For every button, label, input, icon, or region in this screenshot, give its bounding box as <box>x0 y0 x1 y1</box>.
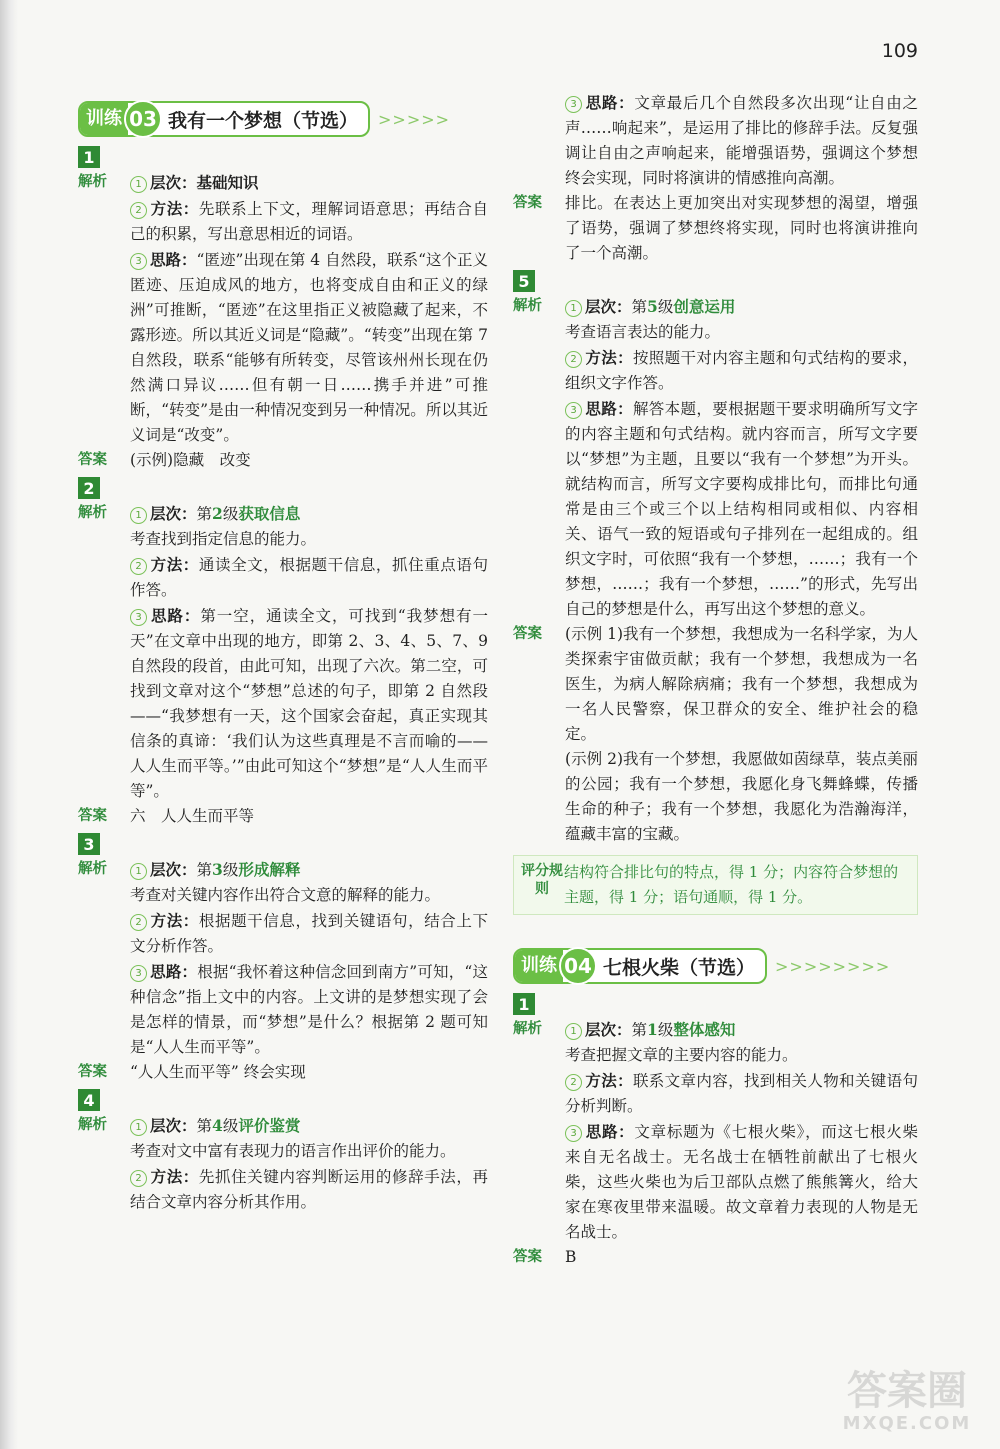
analysis-label: 解析 <box>78 1117 107 1133</box>
answer-block <box>78 804 488 829</box>
arrows-decoration: >>>>> <box>378 109 451 129</box>
analysis-body: 1 层次：第3级形成解释 考查对关键内容作出符合文意的解释的能力。 2 方法：根据题干信息，找到关键语句，结合上下文分析作答。 3 思路：根据“我怀着这种信念回到南方”可知，“这种信念”指上文中的内容。上文讲的是梦想实现了会是怎样的情景，而“梦想”是什么？根据第 2 题可知是“人人生而平等”。 <box>130 860 488 1056</box>
step-marker-icon: 2 <box>130 914 147 931</box>
level-value: 基础知识 <box>196 173 259 192</box>
question-number-badge: 5 <box>513 270 535 292</box>
method-text: 按照题干对内容主题和句式结构的要求，组织文字作答。 <box>565 349 918 392</box>
unit-number: 04 <box>559 947 597 985</box>
step-marker-icon: 1 <box>130 507 147 524</box>
step-marker-icon: 3 <box>130 253 147 270</box>
step-marker-icon: 2 <box>565 1074 582 1091</box>
right-column <box>513 90 918 1270</box>
question-number-badge: 1 <box>513 993 535 1015</box>
analysis-label: 解析 <box>78 861 107 877</box>
page-number: 109 <box>881 40 918 62</box>
answer-block <box>78 1060 488 1085</box>
analysis-block <box>513 294 918 622</box>
analysis-body: 1 层次：第5级创意运用 考查语言表达的能力。 2 方法：按照题干对内容主题和句式结构的要求，组织文字作答。 3 思路：解答本题，要根据题干要求明确所写文字的内容主题和句式结构。就内容而言，所写文字要以“梦想”为主题，且要以“我有一个梦想”为开头。就结构而言，所写文字要构成排比句，而排比句通常是由三个或三个以上结构相同或相似、内容相关、语气一致的短语或句子排列在一起组成的。组织文字时，可依照“我有一个梦想，……；我有一个梦想，……；我有一个梦想，……”的形式，先写出自己的梦想是什么，再写出这个梦想的意义。 <box>565 297 918 618</box>
step-marker-icon: 1 <box>130 1119 147 1136</box>
method-text: 根据题干信息，找到关键语句，结合上下文分析作答。 <box>130 912 488 955</box>
unit-pill <box>78 101 370 137</box>
scoring-rules-label: 评分规则 <box>521 863 563 897</box>
method-text: 先联系上下文，理解词语意思；再结合自己的积累，写出意思相近的词语。 <box>130 200 488 243</box>
method-text: 联系文章内容，找到相关人物和关键语句分析判断。 <box>565 1072 918 1115</box>
step-marker-icon: 1 <box>565 300 582 317</box>
step-marker-icon: 3 <box>565 402 582 419</box>
idea-text: 文章标题为《七根火柴》，而这七根火柴来自无名战士。无名战士在牺牲前献出了七根火柴，这些火柴也为后卫部队点燃了熊熊篝火，给大家在寒夜里带来温暖。故文章着力表现的人物是无名战士。 <box>565 1123 918 1241</box>
unit-label: 训练 <box>515 950 563 982</box>
desc-text: 考查找到指定信息的能力。 <box>130 530 317 548</box>
scoring-rules-box <box>513 855 918 915</box>
unit-header-04 <box>513 947 918 985</box>
answer-label: 答案 <box>513 1249 542 1265</box>
left-column <box>78 100 488 1215</box>
method-text: 通读全文，根据题干信息，抓住重点语句作答。 <box>130 556 488 599</box>
analysis-block <box>78 1113 488 1215</box>
unit-label: 训练 <box>80 103 128 135</box>
step-marker-icon: 1 <box>565 1023 582 1040</box>
step-marker-icon: 2 <box>130 558 147 575</box>
answer-label: 答案 <box>78 452 107 468</box>
desc-text: 考查语言表达的能力。 <box>565 323 721 341</box>
answer-block <box>513 622 918 847</box>
level-value: 创意运用 <box>673 297 736 316</box>
unit-pill <box>513 948 767 984</box>
answer-text: 六 人人生而平等 <box>130 807 255 825</box>
desc-text: 考查对文中富有表现力的语言作出评价的能力。 <box>130 1142 456 1160</box>
scoring-rules-text: 结构符合排比句的特点，得 1 分；内容符合梦想的主题，得 1 分；语句通顺，得 1 分。 <box>564 863 899 906</box>
answer-text: “人人生而平等” 终会实现 <box>130 1063 306 1081</box>
step-marker-icon: 3 <box>130 609 147 626</box>
answer-label: 答案 <box>513 626 542 642</box>
analysis-label: 解析 <box>513 1021 542 1037</box>
analysis-block <box>78 170 488 448</box>
level-value: 形成解释 <box>238 860 301 879</box>
analysis-label: 解析 <box>513 298 542 314</box>
step-marker-icon: 3 <box>565 96 582 113</box>
unit-title: 七根火柴（节选） <box>603 956 756 979</box>
step-marker-icon: 1 <box>130 176 147 193</box>
idea-text: 解答本题，要根据题干要求明确所写文字的内容主题和句式结构。就内容而言，所写文字要以“梦想”为主题，且要以“我有一个梦想”为开头。就结构而言，所写文字要构成排比句，而排比句通常是由三个或三个以上结构相同或相似、内容相关、语气一致的短语或句子排列在一起组成的。组织文字时，可依照“我有一个梦想，……；我有一个梦想，……；我有一个梦想，……”的形式，先写出自己的梦想是什么，再写出这个梦想的意义。 <box>565 400 918 618</box>
answer-block <box>513 1245 918 1270</box>
step-marker-icon: 3 <box>130 965 147 982</box>
analysis-body: 1 层次：第4级评价鉴赏 考查对文中富有表现力的语言作出评价的能力。 2 方法：先抓住关键内容判断运用的修辞手法，再结合文章内容分析其作用。 <box>130 1116 488 1211</box>
answer-example-2: (示例 2)我有一个梦想，我愿做如茵绿草，装点美丽的公园；我有一个梦想，我愿化身飞舞蜂蝶，传播生命的种子；我有一个梦想，我愿化为浩瀚海洋，蕴藏丰富的宝藏。 <box>565 750 918 843</box>
step-marker-icon: 2 <box>130 1170 147 1187</box>
analysis-body: 1 层次：基础知识 2 方法：先联系上下文，理解词语意思；再结合自己的积累，写出意思相近的词语。 3 思路：“匿迹”出现在第 4 自然段，联系“这个正义匿迹、压迫成风的地方，也将变成自由和正义的绿洲”可推断，“匿迹”在这里指正义被隐藏了起来，不露形迹。所以其近义词是“隐藏”。“转变”出现在第 7 自然段，联系“能够有所转变，尽管该州州长现在仍然满口异议……但有朝一日……携手并进”可推断，“转变”是由一种情况变到另一种情况。所以其近义词是“改变”。 <box>130 173 489 444</box>
answer-text: (示例)隐藏 改变 <box>130 451 251 469</box>
level-value: 整体感知 <box>673 1020 736 1039</box>
answer-text: 排比。在表达上更加突出对实现梦想的渴望，增强了语势，强调了梦想终将实现，同时也将演讲推向了一个高潮。 <box>565 194 918 262</box>
method-text: 先抓住关键内容判断运用的修辞手法，再结合文章内容分析其作用。 <box>130 1168 488 1211</box>
answer-block <box>78 448 488 473</box>
analysis-block <box>78 501 488 804</box>
question-number-badge: 1 <box>78 146 100 168</box>
answer-label: 答案 <box>513 195 542 211</box>
answer-label: 答案 <box>78 808 107 824</box>
question-number-badge: 3 <box>78 833 100 855</box>
idea-text: 第一空，通读全文，可找到“我梦想有一天”在文章中出现的地方，即第 2、3、4、5、7、9 自然段的段首，由此可知，出现了六次。第二空，可找到文章对这个“梦想”总述的句子，即第 2 自然段——“我梦想有一天，这个国家会奋起，真正实现其信条的真谛：‘我们认为这些真理是不言而喻的——人人生而平等。’”由此可知这个“梦想”是“人人生而平等”。 <box>130 607 488 800</box>
level-value: 获取信息 <box>238 504 301 523</box>
level-value: 评价鉴赏 <box>238 1116 301 1135</box>
step-marker-icon: 2 <box>565 351 582 368</box>
arrows-decoration: >>>>>>>> <box>775 956 891 976</box>
step-marker-icon: 3 <box>565 1125 582 1142</box>
analysis-block <box>513 90 918 191</box>
desc-text: 考查把握文章的主要内容的能力。 <box>565 1046 798 1064</box>
unit-number: 03 <box>124 100 162 138</box>
step-marker-icon: 1 <box>130 863 147 880</box>
analysis-body: 1 层次：第1级整体感知 考查把握文章的主要内容的能力。 2 方法：联系文章内容，找到相关人物和关键语句分析判断。 3 思路：文章标题为《七根火柴》，而这七根火柴来自无名战士。无名战士在牺牲前献出了七根火柴，这些火柴也为后卫部队点燃了熊熊篝火，给大家在寒夜里带来温暖。故文章着力表现的人物是无名战士。 <box>565 1020 918 1241</box>
idea-text: 文章最后几个自然段多次出现“让自由之声……响起来”，是运用了排比的修辞手法。反复强调让自由之声响起来，能增强语势，强调这个梦想终会实现，同时将演讲的情感推向高潮。 <box>565 94 918 187</box>
analysis-block <box>513 1017 918 1245</box>
analysis-block <box>78 857 488 1060</box>
unit-header-03 <box>78 100 488 138</box>
question-number-badge: 4 <box>78 1089 100 1111</box>
idea-text: “匿迹”出现在第 4 自然段，联系“这个正义匿迹、压迫成风的地方，也将变成自由和正义的绿洲”可推断，“匿迹”在这里指正义被隐藏了起来，不露形迹。所以其近义词是“隐藏”。“转变”出现在第 7 自然段，联系“能够有所转变，尽管该州州长现在仍然满口异议……但有朝一日……携手并进”可推断，“转变”是由一种情况变到另一种情况。所以其近义词是“改变”。 <box>130 251 489 444</box>
step-marker-icon: 2 <box>130 202 147 219</box>
answer-label: 答案 <box>78 1064 107 1080</box>
analysis-body: 1 层次：第2级获取信息 考查找到指定信息的能力。 2 方法：通读全文，根据题干信息，抓住重点语句作答。 3 思路：第一空，通读全文，可找到“我梦想有一天”在文章中出现的地方，即第 2、3、4、5、7、9 自然段的段首，由此可知，出现了六次。第二空，可找到文章对这个“梦想”总述的句子，即第 2 自然段——“我梦想有一天，这个国家会奋起，真正实现其信条的真谛：‘我们认为这些真理是不言而喻的——人人生而平等。’”由此可知这个“梦想”是“人人生而平等”。 <box>130 504 488 800</box>
idea-text: 根据“我怀着这种信念回到南方”可知，“这种信念”指上文中的内容。上文讲的是梦想实现了会是怎样的情景，而“梦想”是什么？根据第 2 题可知是“人人生而平等”。 <box>130 963 488 1056</box>
analysis-label: 解析 <box>78 174 107 190</box>
question-number-badge: 2 <box>78 477 100 499</box>
analysis-label: 解析 <box>78 505 107 521</box>
answer-block <box>513 191 918 266</box>
analysis-body: 3 思路：文章最后几个自然段多次出现“让自由之声……响起来”，是运用了排比的修辞手法。反复强调让自由之声响起来，能增强语势，强调这个梦想终会实现，同时将演讲的情感推向高潮。 <box>565 93 918 187</box>
answer-text: B <box>565 1248 577 1266</box>
page-binding-shadow <box>0 0 18 1449</box>
unit-title: 我有一个梦想（节选） <box>168 109 359 132</box>
answer-example-1: (示例 1)我有一个梦想，我想成为一名科学家，为人类探索宇宙做贡献；我有一个梦想，我想成为一名医生，为病人解除病痛；我有一个梦想，我想成为一名人民警察，保卫群众的安全、维护社会的稳定。 <box>565 625 918 743</box>
desc-text: 考查对关键内容作出符合文意的解释的能力。 <box>130 886 441 904</box>
watermark-logo: 答案圈 MXQE.COM <box>842 1367 972 1434</box>
